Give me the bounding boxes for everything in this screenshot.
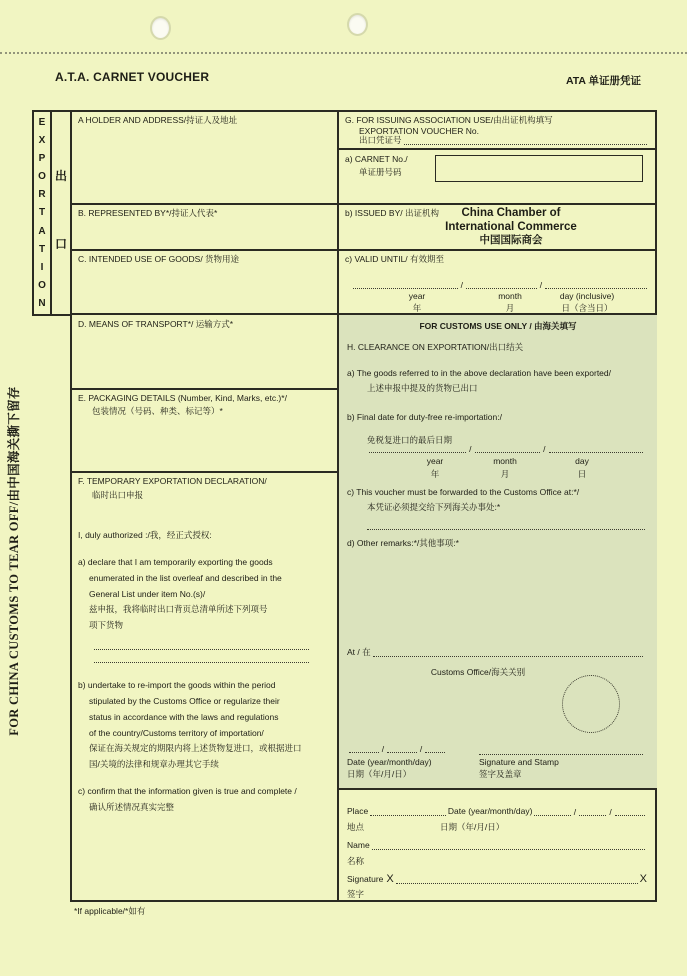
- day-label: day (inclusive): [559, 291, 615, 301]
- chukou-vertical-chars: [52, 112, 70, 314]
- letter: T: [38, 207, 46, 219]
- item-numbers-write-line[interactable]: [94, 654, 309, 663]
- section-h-header: H. CLEARANCE ON EXPORTATION/出口结关: [347, 342, 524, 352]
- issuing-association-cell: [339, 112, 657, 150]
- punch-hole: [152, 18, 169, 38]
- year-label-zh: 年: [412, 303, 422, 313]
- month-label: month: [493, 456, 517, 466]
- means-of-transport-cell[interactable]: [72, 315, 337, 390]
- letter: N: [38, 297, 46, 309]
- page-title: A.T.A. CARNET VOUCHER: [55, 70, 210, 84]
- packaging-details-cell[interactable]: [72, 390, 337, 473]
- place-write-line[interactable]: [370, 815, 446, 816]
- date-write-line[interactable]: [615, 815, 645, 816]
- declaration-line: 确认所述情况真实完整: [89, 802, 175, 812]
- tear-off-vertical-label: FOR CHINA CUSTOMS TO TEAR OFF/由中国海关撕下留存: [7, 386, 21, 736]
- holder-signature-area: [339, 790, 657, 900]
- signature-label-zh: 签字: [347, 889, 365, 899]
- signature-stamp-label-zh: 签字及盖章: [479, 769, 522, 779]
- letter: O: [38, 171, 46, 183]
- customs-signature-write-line[interactable]: [479, 745, 643, 755]
- customs-b-line: b) Final date for duty-free re-importation:/: [347, 412, 502, 422]
- x-mark: X: [386, 873, 394, 885]
- issuer-name-line3: 中国国际商会: [479, 234, 543, 246]
- voucher-no-label: EXPORTATION VOUCHER No.: [359, 126, 479, 136]
- year-label: year: [426, 456, 444, 466]
- item-numbers-write-line[interactable]: [94, 641, 309, 650]
- declaration-line: stipulated by the Customs Office or regularize their: [89, 696, 280, 706]
- issued-by-label: b) ISSUED BY/ 出证机构: [345, 208, 439, 218]
- slash-separator: /: [469, 444, 472, 454]
- section-d-header: D. MEANS OF TRANSPORT*/ 运输方式*: [78, 319, 234, 329]
- signature-label: Signature: [347, 874, 384, 884]
- declaration-line: of the country/Customs territory of importation/: [89, 728, 264, 738]
- customs-use-only-header: FOR CUSTOMS USE ONLY / 由海关填写: [419, 321, 577, 331]
- customs-c-line-zh: 本凭证必须提交给下列海关办事处:*: [367, 502, 501, 512]
- stamp-circle-placeholder: [562, 675, 620, 733]
- slash-separator: /: [609, 807, 612, 817]
- letter: I: [40, 261, 44, 273]
- customs-date-label: Date (year/month/day): [347, 757, 432, 767]
- date-label-zh: 日期（年/月/日）: [440, 822, 505, 832]
- date-write-line[interactable]: [579, 815, 606, 816]
- letter: R: [38, 189, 46, 201]
- kou-char: 口: [54, 237, 68, 251]
- customs-use-only-area: [339, 315, 657, 790]
- day-label-zh: 日（含当日）: [561, 303, 613, 313]
- customs-date-write-line[interactable]: [347, 745, 447, 754]
- valid-until-cell: [339, 251, 657, 315]
- voucher-no-write-line[interactable]: [404, 144, 647, 145]
- at-label: At / 在: [347, 647, 371, 657]
- holder-address-cell[interactable]: [72, 112, 337, 205]
- exportation-vertical-letters: [34, 112, 52, 314]
- customs-a-line: a) The goods referred to in the above declaration have been exported/: [347, 368, 611, 378]
- declaration-line: b) undertake to re-import the goods within the period: [78, 680, 276, 690]
- letter: A: [38, 225, 46, 237]
- declaration-line: 国/关境的法律和规章办理其它手续: [89, 759, 219, 769]
- year-label: year: [408, 291, 426, 301]
- customs-a-line-zh: 上述申报中提及的货物已出口: [367, 383, 478, 393]
- place-label-zh: 地点: [347, 822, 365, 832]
- customs-c-line: c) This voucher must be forwarded to the Customs Office at:*/: [347, 487, 580, 497]
- day-label: day: [575, 456, 589, 466]
- carnet-no-label-zh: 单证册号码: [359, 167, 402, 177]
- issued-by-cell: [339, 205, 657, 251]
- customs-office-label: Customs Office/海关关别: [430, 667, 526, 677]
- carnet-no-box[interactable]: [435, 155, 643, 182]
- customs-office-write-line[interactable]: [367, 521, 645, 530]
- slash-separator: /: [419, 744, 423, 754]
- exportation-sidebar: [32, 110, 72, 316]
- section-c-header: C. INTENDED USE OF GOODS/ 货物用途: [78, 254, 240, 264]
- slash-separator: /: [539, 280, 543, 290]
- name-label-zh: 名称: [347, 856, 365, 866]
- right-column: [337, 112, 657, 900]
- letter: P: [38, 153, 46, 165]
- issuer-name-line2: International Commerce: [445, 221, 577, 233]
- letter: O: [38, 279, 46, 291]
- intended-use-cell[interactable]: [72, 251, 337, 315]
- carnet-no-label: a) CARNET No./: [345, 154, 408, 164]
- punch-hole: [349, 15, 366, 34]
- section-g-header: G. FOR ISSUING ASSOCIATION USE/由出证机构填写: [345, 115, 553, 125]
- represented-by-cell[interactable]: [72, 205, 337, 251]
- section-f-header-zh: 临时出口申报: [92, 490, 144, 500]
- signature-write-line[interactable]: [396, 883, 638, 884]
- place-label: Place: [347, 806, 369, 816]
- carnet-no-cell: [339, 150, 657, 205]
- section-f-header: F. TEMPORARY EXPORTATION DECLARATION/: [78, 476, 267, 486]
- reimport-date-line[interactable]: [367, 445, 645, 454]
- declaration-line: 项下货物: [89, 620, 124, 630]
- letter: E: [38, 117, 46, 128]
- x-mark: X: [639, 873, 647, 885]
- customs-b-line-zh: 免税复进口的最后日期: [367, 435, 453, 445]
- day-label-zh: 日: [577, 469, 587, 479]
- month-label-zh: 月: [500, 469, 510, 479]
- year-label-zh: 年: [430, 469, 440, 479]
- slash-separator: /: [543, 444, 546, 454]
- customs-d-line: d) Other remarks:*/其他事项:*: [347, 538, 459, 548]
- declaration-line: 兹申报，我将临时出口背页总清单所述下列项号: [89, 604, 268, 614]
- signature-stamp-label: Signature and Stamp: [479, 757, 559, 767]
- name-label: Name: [347, 840, 370, 850]
- issuer-name-line1: China Chamber of: [461, 207, 561, 219]
- declaration-intro: I, duly authorized :/我，经正式授权:: [78, 530, 212, 540]
- declaration-line: status in accordance with the laws and regulations: [89, 712, 279, 722]
- page-title-chinese: ATA 单证册凭证: [565, 75, 641, 87]
- slash-separator: /: [460, 280, 464, 290]
- if-applicable-footnote: *If applicable/*如有: [74, 906, 146, 916]
- declaration-line: c) confirm that the information given is true and complete /: [78, 786, 297, 796]
- section-a-header: A HOLDER AND ADDRESS/持证人及地址: [78, 115, 238, 125]
- date-write-line[interactable]: [534, 815, 570, 816]
- letter: X: [38, 135, 46, 147]
- month-label: month: [498, 291, 522, 301]
- declaration-line: enumerated in the list overleaf and described in the: [89, 573, 282, 583]
- slash-separator: /: [573, 807, 577, 817]
- at-write-line[interactable]: [373, 656, 643, 657]
- section-b-header: B. REPRESENTED BY*/持证人代表*: [78, 208, 218, 218]
- declaration-line: 保证在海关规定的期限内将上述货物复进口，或根据进口: [89, 743, 302, 753]
- chu-char: 出: [54, 169, 68, 183]
- declaration-line: General List under item No.(s)/: [89, 589, 206, 599]
- voucher-no-label-zh: 出口凭证号: [359, 135, 402, 145]
- slash-separator: /: [381, 744, 385, 754]
- letter: T: [38, 243, 46, 255]
- temporary-exportation-declaration-cell: [72, 473, 337, 900]
- valid-until-date-line[interactable]: [351, 281, 649, 290]
- section-e-header: E. PACKAGING DETAILS (Number, Kind, Marks, etc.)*/: [78, 393, 287, 403]
- declaration-line: a) declare that I am temporarily exporting the goods: [78, 557, 273, 567]
- date-label: Date (year/month/day): [447, 806, 533, 816]
- month-label-zh: 月: [505, 303, 515, 313]
- section-e-header-zh: 包装情况（号码、种类、标记等）*: [92, 406, 223, 416]
- voucher-form-box: [70, 110, 657, 902]
- valid-until-label: c) VALID UNTIL/ 有效期至: [345, 254, 445, 264]
- perforation-line: [0, 52, 687, 54]
- name-write-line[interactable]: [372, 849, 645, 850]
- left-column: [72, 112, 337, 900]
- customs-date-label-zh: 日期（年/月/日）: [347, 769, 412, 779]
